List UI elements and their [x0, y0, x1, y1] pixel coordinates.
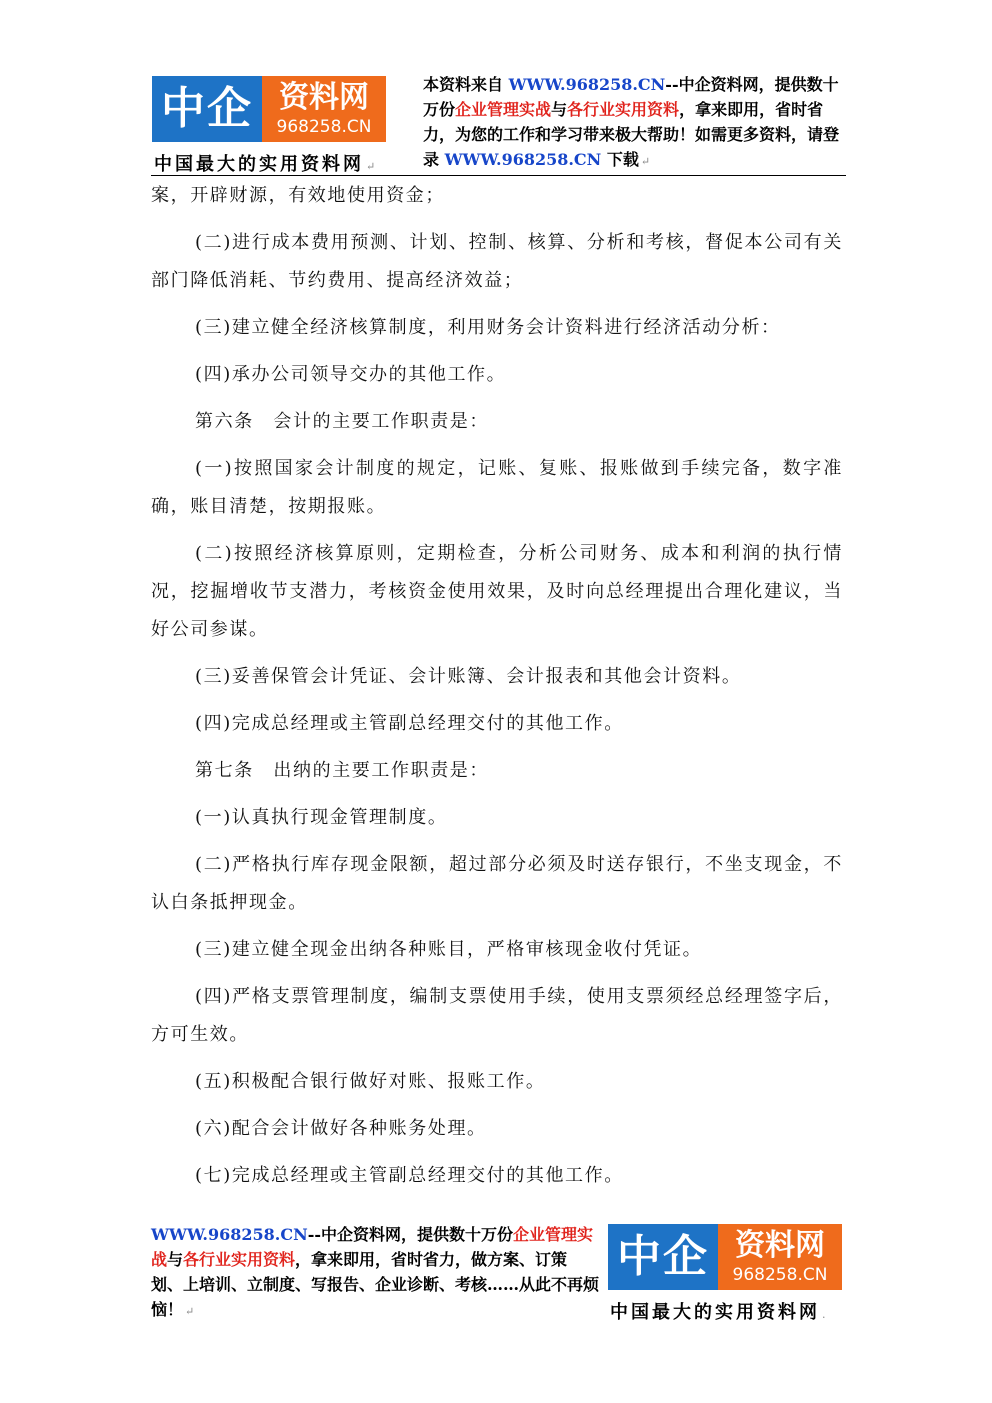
header-download-link[interactable]: WWW.968258.CN — [444, 150, 602, 169]
body-paragraph: (三)妥善保管会计凭证、会计账簿、会计报表和其他会计资料。 — [195, 666, 742, 687]
footer-logo — [608, 1224, 846, 1324]
body-paragraph: (二)按照经济核算原则，定期检查，分析公司财务、成本和利润的执行情况，挖掘增收节支潜力，考核资金使用效果，及时向总经理提出合理化建议，当好公司参谋。 — [151, 543, 843, 640]
logo-domain: 968258.CN — [732, 1265, 828, 1285]
body-paragraph: (六)配合会计做好各种账务处理。 — [195, 1118, 487, 1139]
body-paragraph: (二)进行成本费用预测、计划、控制、核算、分析和考核，督促本公司有关部门降低消耗、节约费用、提高经济效益； — [151, 232, 843, 291]
body-paragraph: (四)承办公司领导交办的其他工作。 — [195, 364, 507, 385]
document-body — [151, 177, 843, 1204]
logo-name-right: 资料网 — [279, 80, 369, 115]
header-logo — [152, 76, 390, 176]
body-paragraph: (一)认真执行现金管理制度。 — [195, 807, 448, 828]
logo-slogan: 中国最大的实用资料网 . — [610, 1302, 829, 1323]
footer-notice: WWW.968258.CN--中企资料网，提供数十万份企业管理实战与各行业实用资料，拿来即用，省时省力，做方案、订策划、上培训、立制度、写报告、企业诊断、考核……从此不再烦恼！ ↵ — [151, 1225, 600, 1319]
logo-name-right: 资料网 — [735, 1228, 825, 1263]
body-paragraph: (五)积极配合银行做好对账、报账工作。 — [195, 1071, 546, 1092]
body-paragraph: 第六条 会计的主要工作职责是： — [195, 411, 489, 432]
logo-domain: 968258.CN — [276, 117, 372, 137]
body-paragraph: (三)建立健全经济核算制度，利用财务会计资料进行经济活动分析： — [195, 317, 781, 338]
header-divider — [151, 175, 846, 176]
body-paragraph: (三)建立健全现金出纳各种账目，严格审核现金收付凭证。 — [195, 939, 703, 960]
logo-slogan: 中国最大的实用资料网 ↵ — [154, 154, 379, 175]
logo-badge — [262, 76, 386, 142]
header-site-link[interactable]: WWW.968258.CN — [508, 75, 666, 94]
footer-site-link[interactable]: WWW.968258.CN — [151, 1225, 308, 1244]
logo-name-left: 中企 — [608, 1224, 718, 1290]
logo-badge — [718, 1224, 842, 1290]
body-paragraph: (四)严格支票管理制度，编制支票使用手续，使用支票须经总经理签字后，方可生效。 — [151, 986, 843, 1045]
body-paragraph: (七)完成总经理或主管副总经理交付的其他工作。 — [195, 1165, 624, 1186]
body-paragraph: (二)严格执行库存现金限额，超过部分必须及时送存银行，不坐支现金，不认白条抵押现金。 — [151, 854, 843, 913]
logo-name-left: 中企 — [152, 76, 262, 142]
header-notice: 本资料来自 WWW.968258.CN--中企资料网，提供数十万份企业管理实战与各行业实用资料，拿来即用，省时省力，为您的工作和学习带来极大帮助！如需更多资料，请登录 WWW.968258.CN 下载 ↵ — [423, 75, 840, 169]
body-paragraph: (四)完成总经理或主管副总经理交付的其他工作。 — [195, 713, 624, 734]
body-paragraph: 第七条 出纳的主要工作职责是： — [195, 760, 489, 781]
body-paragraph: (一)按照国家会计制度的规定，记账、复账、报账做到手续完备，数字准确，账目清楚，按期报账。 — [151, 458, 843, 517]
body-paragraph: 案，开辟财源，有效地使用资金； — [151, 185, 445, 206]
